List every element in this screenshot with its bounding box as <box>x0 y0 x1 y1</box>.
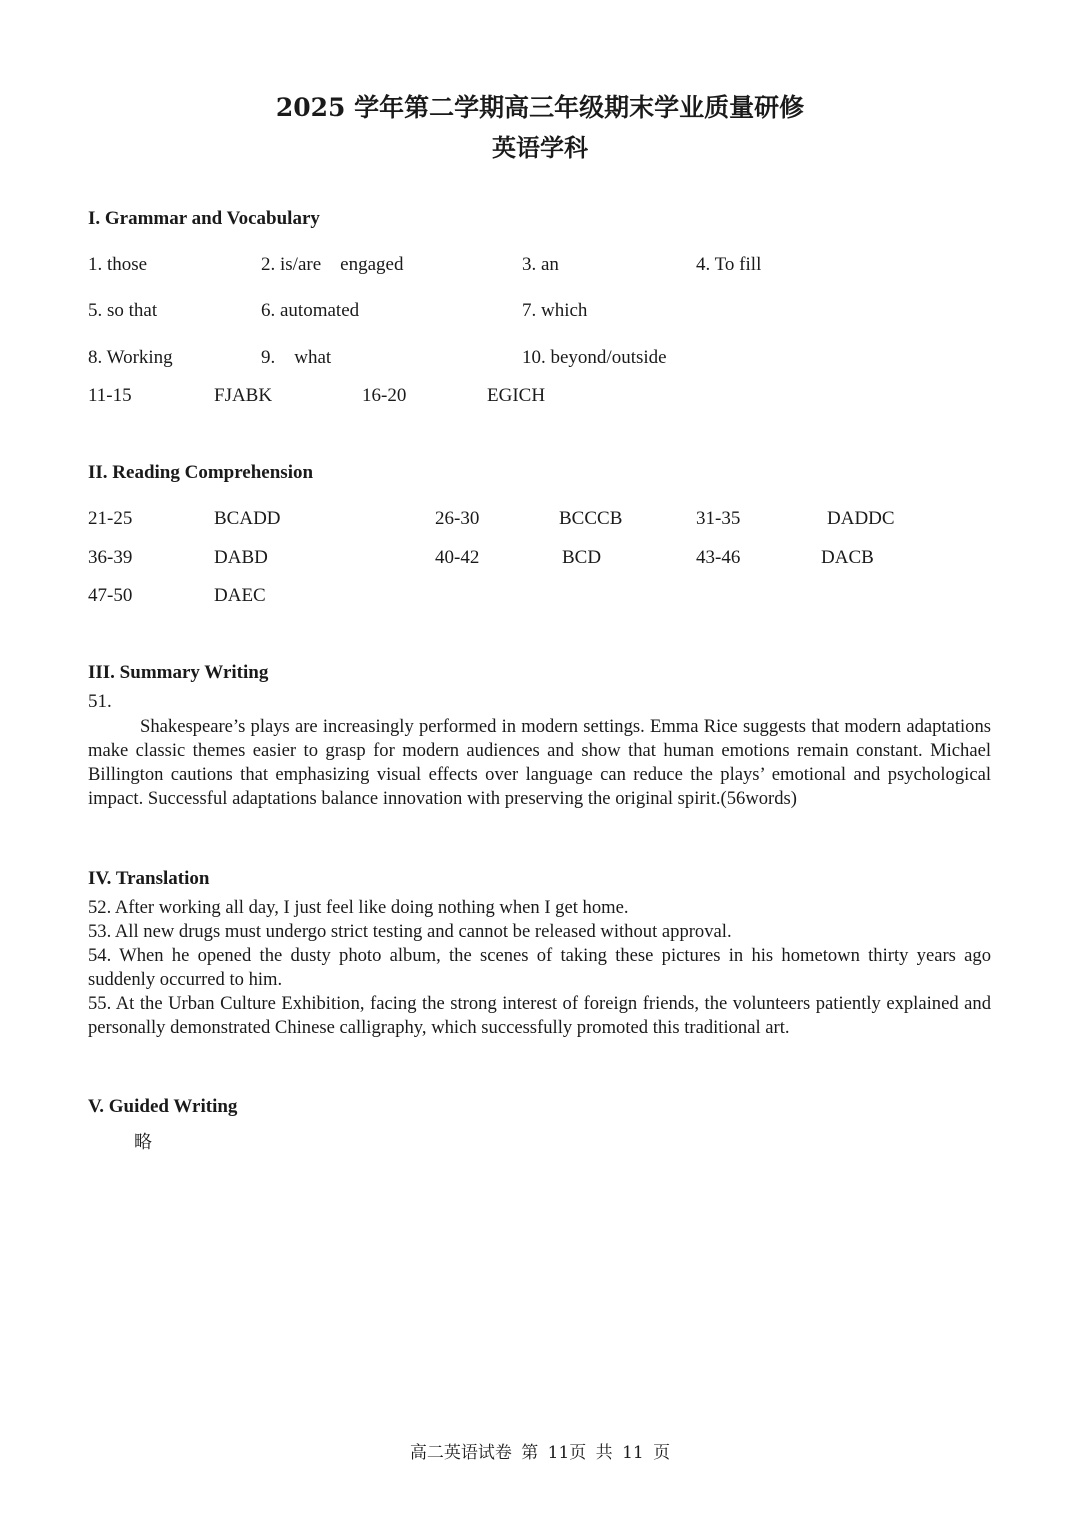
answer-keys: FJABK <box>214 385 273 406</box>
answer-item: 8. Working <box>88 347 173 368</box>
answer-range: 16-20 <box>362 385 407 406</box>
answer-item: 2. is/are engaged <box>261 254 404 275</box>
answer-item: 6. automated <box>261 300 360 321</box>
answer-keys: BCADD <box>214 508 281 529</box>
answer-range: 47-50 <box>88 585 133 606</box>
section-heading-writing: V. Guided Writing <box>88 1096 238 1117</box>
answer-keys: DACB <box>821 547 874 568</box>
answer-range: 11-15 <box>88 385 132 406</box>
summary-paragraph: Shakespeare’s plays are increasingly performed in modern settings. Emma Rice suggests that modern adaptations make classic themes easier to grasp for modern audiences and show that human emotions remain constant. Michael Billington cautions that emphasizing visual effects over language can reduce the plays’ emotional and psychological impact. Successful adaptations balance innovation with preserving the original spirit.(56words) <box>88 716 991 809</box>
answer-keys: DADDC <box>827 508 895 529</box>
section-heading-grammar: I. Grammar and Vocabulary <box>88 208 320 229</box>
answer-keys: DAEC <box>214 585 266 606</box>
page-title: 2025 学年第二学期高三年级期末学业质量研修 <box>275 93 805 122</box>
writing-omitted-note: 略 <box>134 1132 152 1153</box>
answer-range: 26-30 <box>435 508 480 529</box>
answer-item: 7. which <box>522 300 588 321</box>
answer-item: 9. what <box>261 347 332 368</box>
translation-item: 54. When he opened the dusty photo album, the scenes of taking these pictures in his hometown thirty years ago suddenly occurred to him. <box>88 945 991 990</box>
answer-keys: EGICH <box>487 385 546 406</box>
translation-item: 52. After working all day, I just feel like doing nothing when I get home. <box>88 897 629 918</box>
answer-item: 5. so that <box>88 300 158 321</box>
answer-keys: BCCCB <box>559 508 623 529</box>
answer-range: 40-42 <box>435 547 480 568</box>
translation-item: 53. All new drugs must undergo strict testing and cannot be released without approval. <box>88 921 732 942</box>
answer-keys: BCD <box>562 547 602 568</box>
answer-range: 31-35 <box>696 508 741 529</box>
answer-keys: DABD <box>214 547 268 568</box>
translation-item: 55. At the Urban Culture Exhibition, facing the strong interest of foreign friends, the volunteers patiently explained and personally demonstrated Chinese calligraphy, which successfully promoted this traditional art. <box>88 993 991 1038</box>
section-heading-reading: II. Reading Comprehension <box>88 462 314 483</box>
answer-item: 10. beyond/outside <box>522 347 667 368</box>
page-footer: 高二英语试卷 第 11页 共 11 页 <box>409 1443 671 1463</box>
answer-range: 21-25 <box>88 508 133 529</box>
answer-item: 1. those <box>88 254 148 275</box>
section-heading-summary: III. Summary Writing <box>88 662 269 683</box>
section-heading-translation: IV. Translation <box>88 868 210 889</box>
answer-item: 3. an <box>522 254 559 275</box>
question-number: 51. <box>88 691 112 712</box>
answer-range: 43-46 <box>696 547 741 568</box>
page-subtitle: 英语学科 <box>492 133 588 162</box>
answer-item: 4. To fill <box>696 254 762 275</box>
answer-range: 36-39 <box>88 547 133 568</box>
